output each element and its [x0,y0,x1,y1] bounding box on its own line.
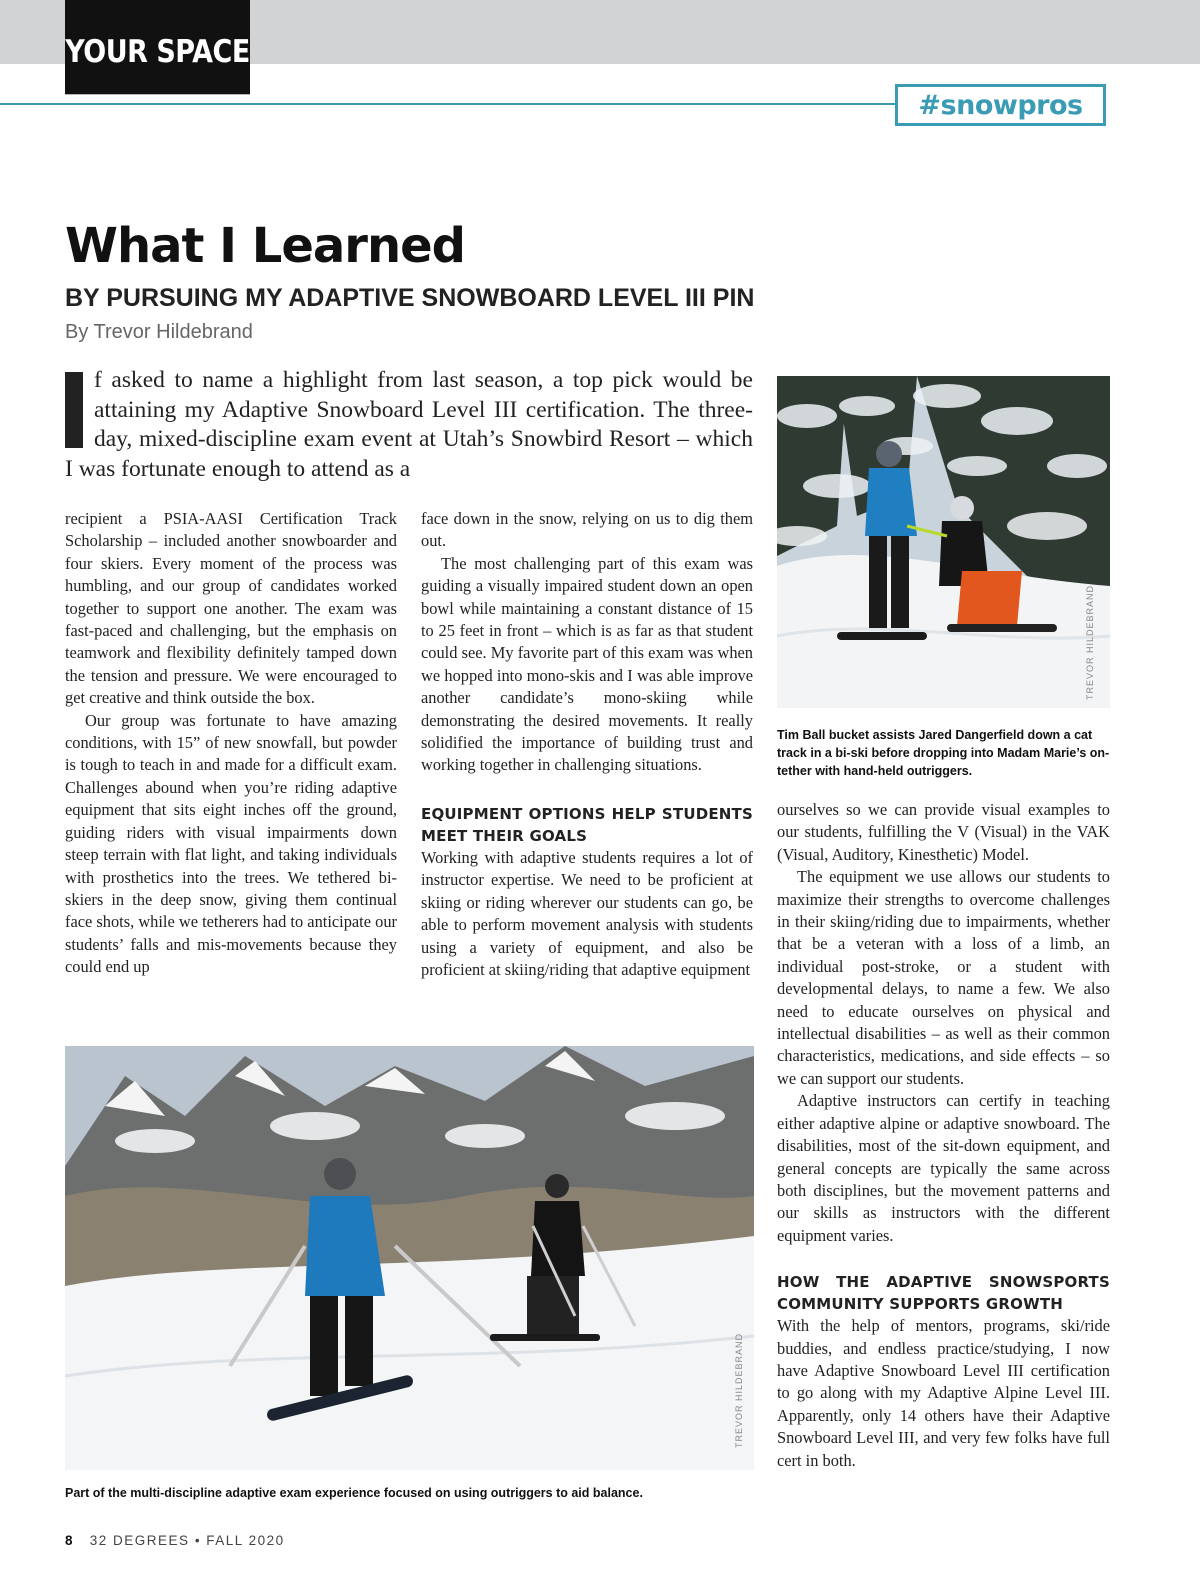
body-paragraph: face down in the snow, relying on us to dig them out. [421,509,753,551]
lead-text: f asked to name a highlight from last season, a top pick would be attaining my Adaptive Snowboard Level III certification. The three-day, mixed-discipline exam event at Utah’s Snowbird Resort – which I was fortunate enough to attend as a [65,367,753,482]
photo-outriggers [65,1046,754,1470]
hashtag-badge: #snowpros [895,84,1106,126]
section-tag: YOUR SPACE [65,0,250,94]
byline: By Trevor Hildebrand [65,321,253,343]
section-heading: HOW THE ADAPTIVE SNOWSPORTS COMMUNITY SUPPORTS GROWTH [777,1273,1110,1314]
body-paragraph: The most challenging part of this exam was guiding a visually impaired student down an open bowl while maintaining a constant distance of 15 to 25 feet in front – which is as far as that student could see. My favorite part of this exam was when we hopped into mono-skis and I was able improve another candidate’s mono-skiing while demonstrating the desired movements. It really solidified the importance of building trust and working together in challenging situations. [421,553,753,775]
photo-outriggers-illustration [65,1046,754,1470]
photo-credit: TREVOR HILDEBRAND [734,1332,744,1448]
photo-bi-ski-assist [777,376,1110,708]
body-paragraph: recipient a PSIA-AASI Certification Track Scholarship – included another snowboarder and four skiers. Every moment of the process was humbling, and our group of candidates worked together to support one another. The exam was fast-paced and challenging, but the emphasis on teamwork and flexibility definitely tamped down the tension and pressure. We were encouraged to get creative and think outside the box. [65,509,397,708]
body-paragraph: Adaptive instructors can certify in teaching either adaptive alpine or adaptive snowboard. The disabilities, most of the sit-down equipment, and general concepts are typically the same across both disciplines, but the movement patterns and our skills as instructors with the different equipment varies. [777,1091,1110,1245]
publication-name: 32 DEGREES • FALL 2020 [89,1533,285,1548]
body-paragraph: The equipment we use allows our students to maximize their strengths to overcome challenges in their skiing/riding due to impairments, whether that be a veteran with a loss of a limb, an individual post-stroke, or a student with developmental delays, to name a few. We also need to educate ourselves on physical and intellectual disabilities – as well as their common characteristics, medications, and side effects – so we can support our students. [777,867,1110,1088]
header-rule [0,103,895,105]
article-title: What I Learned [65,218,466,274]
drop-cap [65,372,83,448]
body-paragraph: ourselves so we can provide visual examples to our students, fulfilling the V (Visual) in the VAK (Visual, Auditory, Kinesthetic) Model. [777,800,1110,864]
photo-bi-ski-illustration [777,376,1110,708]
photo-credit: TREVOR HILDEBRAND [1085,584,1095,700]
page-footer [65,1533,285,1548]
body-paragraph: Our group was fortunate to have amazing conditions, with 15” of new snowfall, but powder is tough to teach in and made for a difficult exam. Challenges abound when you’re riding adaptive equipment that sits eight inches off the ground, guiding riders with visual impairments down steep terrain with flat light, and taking individuals with prosthetics into the trees. We tethered bi-skiers in the deep snow, giving them continual face shots, while we tetherers had to anticipate our students’ falls and mis-movements because they could end up [65,710,397,977]
article-subtitle: BY PURSUING MY ADAPTIVE SNOWBOARD LEVEL III PIN [65,284,755,312]
page-number: 8 [65,1533,75,1548]
body-paragraph: With the help of mentors, programs, ski/ride buddies, and endless practice/studying, I now have Adaptive Snowboard Level III certification to go along with my Adaptive Alpine Level III. Apparently, only 14 others have their Adaptive Snowboard Level III, and very few folks have full cert in both. [777,1316,1110,1470]
column-3 [777,799,1110,1472]
photo-caption: Part of the multi-discipline adaptive exam experience focused on using outriggers to aid balance. [65,1486,643,1500]
section-heading: EQUIPMENT OPTIONS HELP STUDENTS MEET THEIR GOALS [421,804,753,845]
lead-paragraph [65,366,753,484]
body-paragraph: Working with adaptive students requires a lot of instructor expertise. We need to be proficient at skiing or riding wherever our students can go, be able to perform movement analysis with students using a variety of equipment, and also be proficient at skiing/riding that adaptive equipment [421,847,753,979]
photo-caption: Tim Ball bucket assists Jared Dangerfield down a cat track in a bi-ski before dropping into Madam Marie’s on-tether with hand-held outriggers. [777,728,1110,778]
column-2 [421,508,753,981]
column-1 [65,508,397,979]
